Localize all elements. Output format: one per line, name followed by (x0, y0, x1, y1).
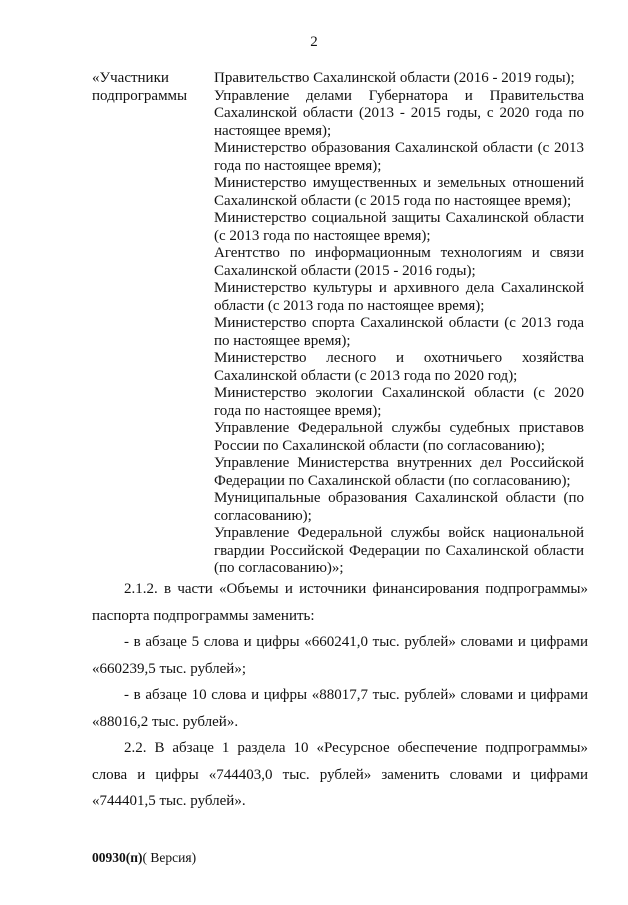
participant-item: Министерство образования Сахалинской области (с 2013 года по настоящее время); (214, 140, 584, 174)
document-footer (92, 850, 196, 866)
document-code: 00930(п) (92, 850, 143, 865)
participant-item: Управление Министерства внутренних дел Российской Федерации по Сахалинской области (по согласованию); (214, 455, 584, 489)
document-version: ( Версия) (142, 850, 197, 865)
participant-item: Министерство культуры и архивного дела Сахалинской области (с 2013 года по настоящее время); (214, 280, 584, 314)
participant-item: Министерство лесного и охотничьего хозяйства Сахалинской области (с 2013 года по 2020 год); (214, 350, 584, 384)
participant-item: Министерство имущественных и земельных отношений Сахалинской области (с 2015 года по настоящее время); (214, 175, 584, 209)
paragraph-section-10: 2.2. В абзаце 1 раздела 10 «Ресурсное обеспечение подпрограммы» слова и цифры «744403,0 тыс. рублей» заменить словами и цифрами «744401,5 тыс. рублей». (92, 740, 588, 809)
participant-item: Министерство спорта Сахалинской области (с 2013 года по настоящее время); (214, 315, 584, 349)
participant-item: Агентство по информационным технологиям и связи Сахалинской области (2015 - 2016 годы); (214, 245, 584, 279)
participant-item: Управление делами Губернатора и Правительства Сахалинской области (2013 - 2015 годы, с 2020 года по настоящее время); (214, 87, 584, 139)
paragraph-item-10: - в абзаце 10 слова и цифры «88017,7 тыс. рублей» словами и цифрами «88016,2 тыс. рублей». (92, 687, 588, 730)
participants-list (214, 70, 584, 578)
amendment-text (92, 576, 588, 815)
participant-item: Министерство экологии Сахалинской области (с 2020 года по настоящее время); (214, 385, 584, 419)
participant-item: Управление Федеральной службы войск национальной гвардии Российской Федерации по Сахалинской области (по согласованию)»; (214, 525, 584, 576)
participant-item: Правительство Сахалинской области (2016 - 2019 годы); (214, 70, 575, 86)
participant-item: Управление Федеральной службы судебных приставов России по Сахалинской области (по согласованию); (214, 420, 584, 454)
participant-item: Министерство социальной защиты Сахалинской области (с 2013 года по настоящее время); (214, 210, 584, 244)
paragraph-financing: 2.1.2. в части «Объемы и источники финансирования подпрограммы» паспорта подпрограммы заменить: (92, 581, 588, 624)
participant-item: Муниципальные образования Сахалинской области (по согласованию); (214, 490, 584, 524)
page-number: 2 (310, 34, 318, 50)
participants-label: «Участники подпрограммы (92, 70, 188, 104)
paragraph-item-5: - в абзаце 5 слова и цифры «660241,0 тыс. рублей» словами и цифрами «660239,5 тыс. рублей»; (92, 634, 588, 677)
